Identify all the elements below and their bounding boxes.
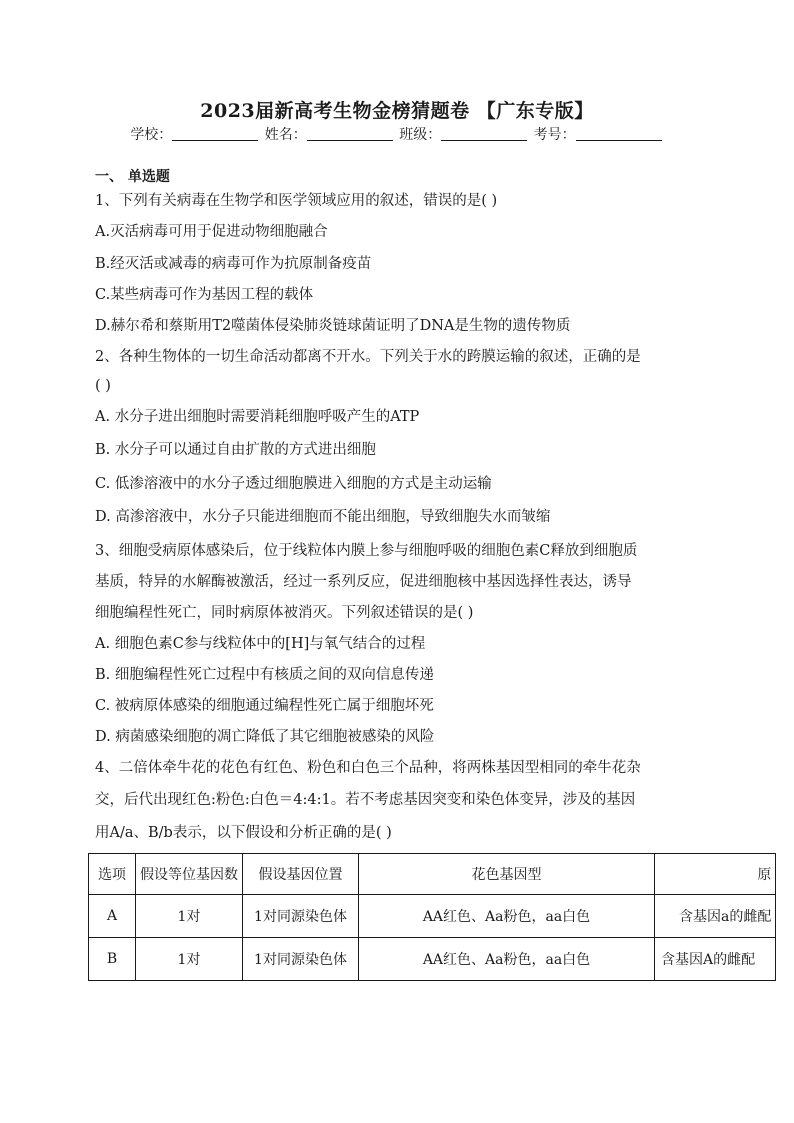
section-title: 一、 单选题 bbox=[95, 169, 170, 185]
table-header-cell: 选项 bbox=[89, 854, 136, 895]
name-label: 姓名： bbox=[264, 127, 307, 143]
class-blank[interactable] bbox=[441, 126, 527, 141]
question-4-stem-cont-2: 用A/a、B/b表示，以下假设和分析正确的是( ) bbox=[95, 825, 392, 841]
question-3-stem-cont-2: 细胞编程性死亡，同时病原体被消灭。下列叙述错误的是( ) bbox=[95, 605, 474, 621]
table-header-cell: 原 bbox=[655, 854, 776, 895]
question-4-table bbox=[88, 853, 776, 981]
table-cell: 含基因A的雌配 bbox=[655, 938, 776, 981]
table-cell: A bbox=[89, 895, 136, 938]
question-3-option-d: D. 病菌感染细胞的凋亡降低了其它细胞被感染的风险 bbox=[95, 729, 435, 745]
question-2-stem-cont: ( ) bbox=[95, 378, 111, 394]
question-2-option-c: C. 低渗溶液中的水分子透过细胞膜进入细胞的方式是主动运输 bbox=[95, 476, 492, 492]
exam-title: 2023届新高考生物金榜猜题卷 【广东专版】 bbox=[200, 100, 594, 122]
question-1-option-c: C.某些病毒可作为基因工程的载体 bbox=[95, 287, 314, 303]
table-row bbox=[89, 938, 776, 981]
exam-number-blank[interactable] bbox=[576, 126, 662, 141]
school-blank[interactable] bbox=[172, 126, 258, 141]
table-cell: 1对同源染色体 bbox=[243, 895, 359, 938]
question-2-option-b: B. 水分子可以通过自由扩散的方式进出细胞 bbox=[95, 442, 376, 458]
question-3-stem: 3、细胞受病原体感染后，位于线粒体内膜上参与细胞呼吸的细胞色素C释放到细胞质 bbox=[95, 543, 638, 559]
table-cell: 含基因a的雌配 bbox=[655, 895, 776, 938]
table-cell: AA红色、Aa粉色，aa白色 bbox=[359, 938, 655, 981]
class-label: 班级： bbox=[399, 127, 442, 143]
exam-number-label: 考号： bbox=[533, 127, 576, 143]
table-cell: 1对 bbox=[136, 938, 243, 981]
table-cell: AA红色、Aa粉色，aa白色 bbox=[359, 895, 655, 938]
table-row bbox=[89, 895, 776, 938]
question-4-stem: 4、二倍体牵牛花的花色有红色、粉色和白色三个品种，将两株基因型相同的牵牛花杂 bbox=[95, 760, 641, 776]
name-blank[interactable] bbox=[307, 126, 393, 141]
table-header-row bbox=[89, 854, 776, 895]
question-2-option-d: D. 高渗溶液中，水分子只能进细胞而不能出细胞，导致细胞失水而皱缩 bbox=[95, 509, 551, 525]
table-header-cell: 假设基因位置 bbox=[243, 854, 359, 895]
student-info-row bbox=[0, 124, 794, 144]
table-header-cell: 假设等位基因数 bbox=[136, 854, 243, 895]
question-1-option-b: B.经灭活或减毒的病毒可作为抗原制备疫苗 bbox=[95, 256, 372, 272]
question-1-stem: 1、下列有关病毒在生物学和医学领域应用的叙述，错误的是( ) bbox=[95, 193, 498, 209]
school-label: 学校： bbox=[130, 127, 173, 143]
question-3-stem-cont-1: 基质，特异的水解酶被激活，经过一系列反应，促进细胞核中基因选择性表达，诱导 bbox=[95, 574, 632, 590]
table-cell: 1对同源染色体 bbox=[243, 938, 359, 981]
table-cell: 1对 bbox=[136, 895, 243, 938]
question-2-stem: 2、各种生物体的一切生命活动都离不开水。下列关于水的跨膜运输的叙述，正确的是 bbox=[95, 349, 641, 365]
question-2-option-a: A. 水分子进出细胞时需要消耗细胞呼吸产生的ATP bbox=[95, 409, 420, 425]
question-4-stem-cont-1: 交，后代出现红色:粉色:白色＝4:4:1。若不考虑基因突变和染色体变异，涉及的基因 bbox=[95, 792, 636, 808]
question-1-option-d: D.赫尔希和蔡斯用T2噬菌体侵染肺炎链球菌证明了DNA是生物的遗传物质 bbox=[95, 318, 571, 334]
table-header-cell: 花色基因型 bbox=[359, 854, 655, 895]
question-3-option-b: B. 细胞编程性死亡过程中有核质之间的双向信息传递 bbox=[95, 667, 434, 683]
table-cell: B bbox=[89, 938, 136, 981]
question-1-option-a: A.灭活病毒可用于促进动物细胞融合 bbox=[95, 224, 328, 240]
question-3-option-c: C. 被病原体感染的细胞通过编程性死亡属于细胞坏死 bbox=[95, 698, 434, 714]
question-3-option-a: A. 细胞色素C参与线粒体中的[H]与氧气结合的过程 bbox=[95, 636, 426, 652]
